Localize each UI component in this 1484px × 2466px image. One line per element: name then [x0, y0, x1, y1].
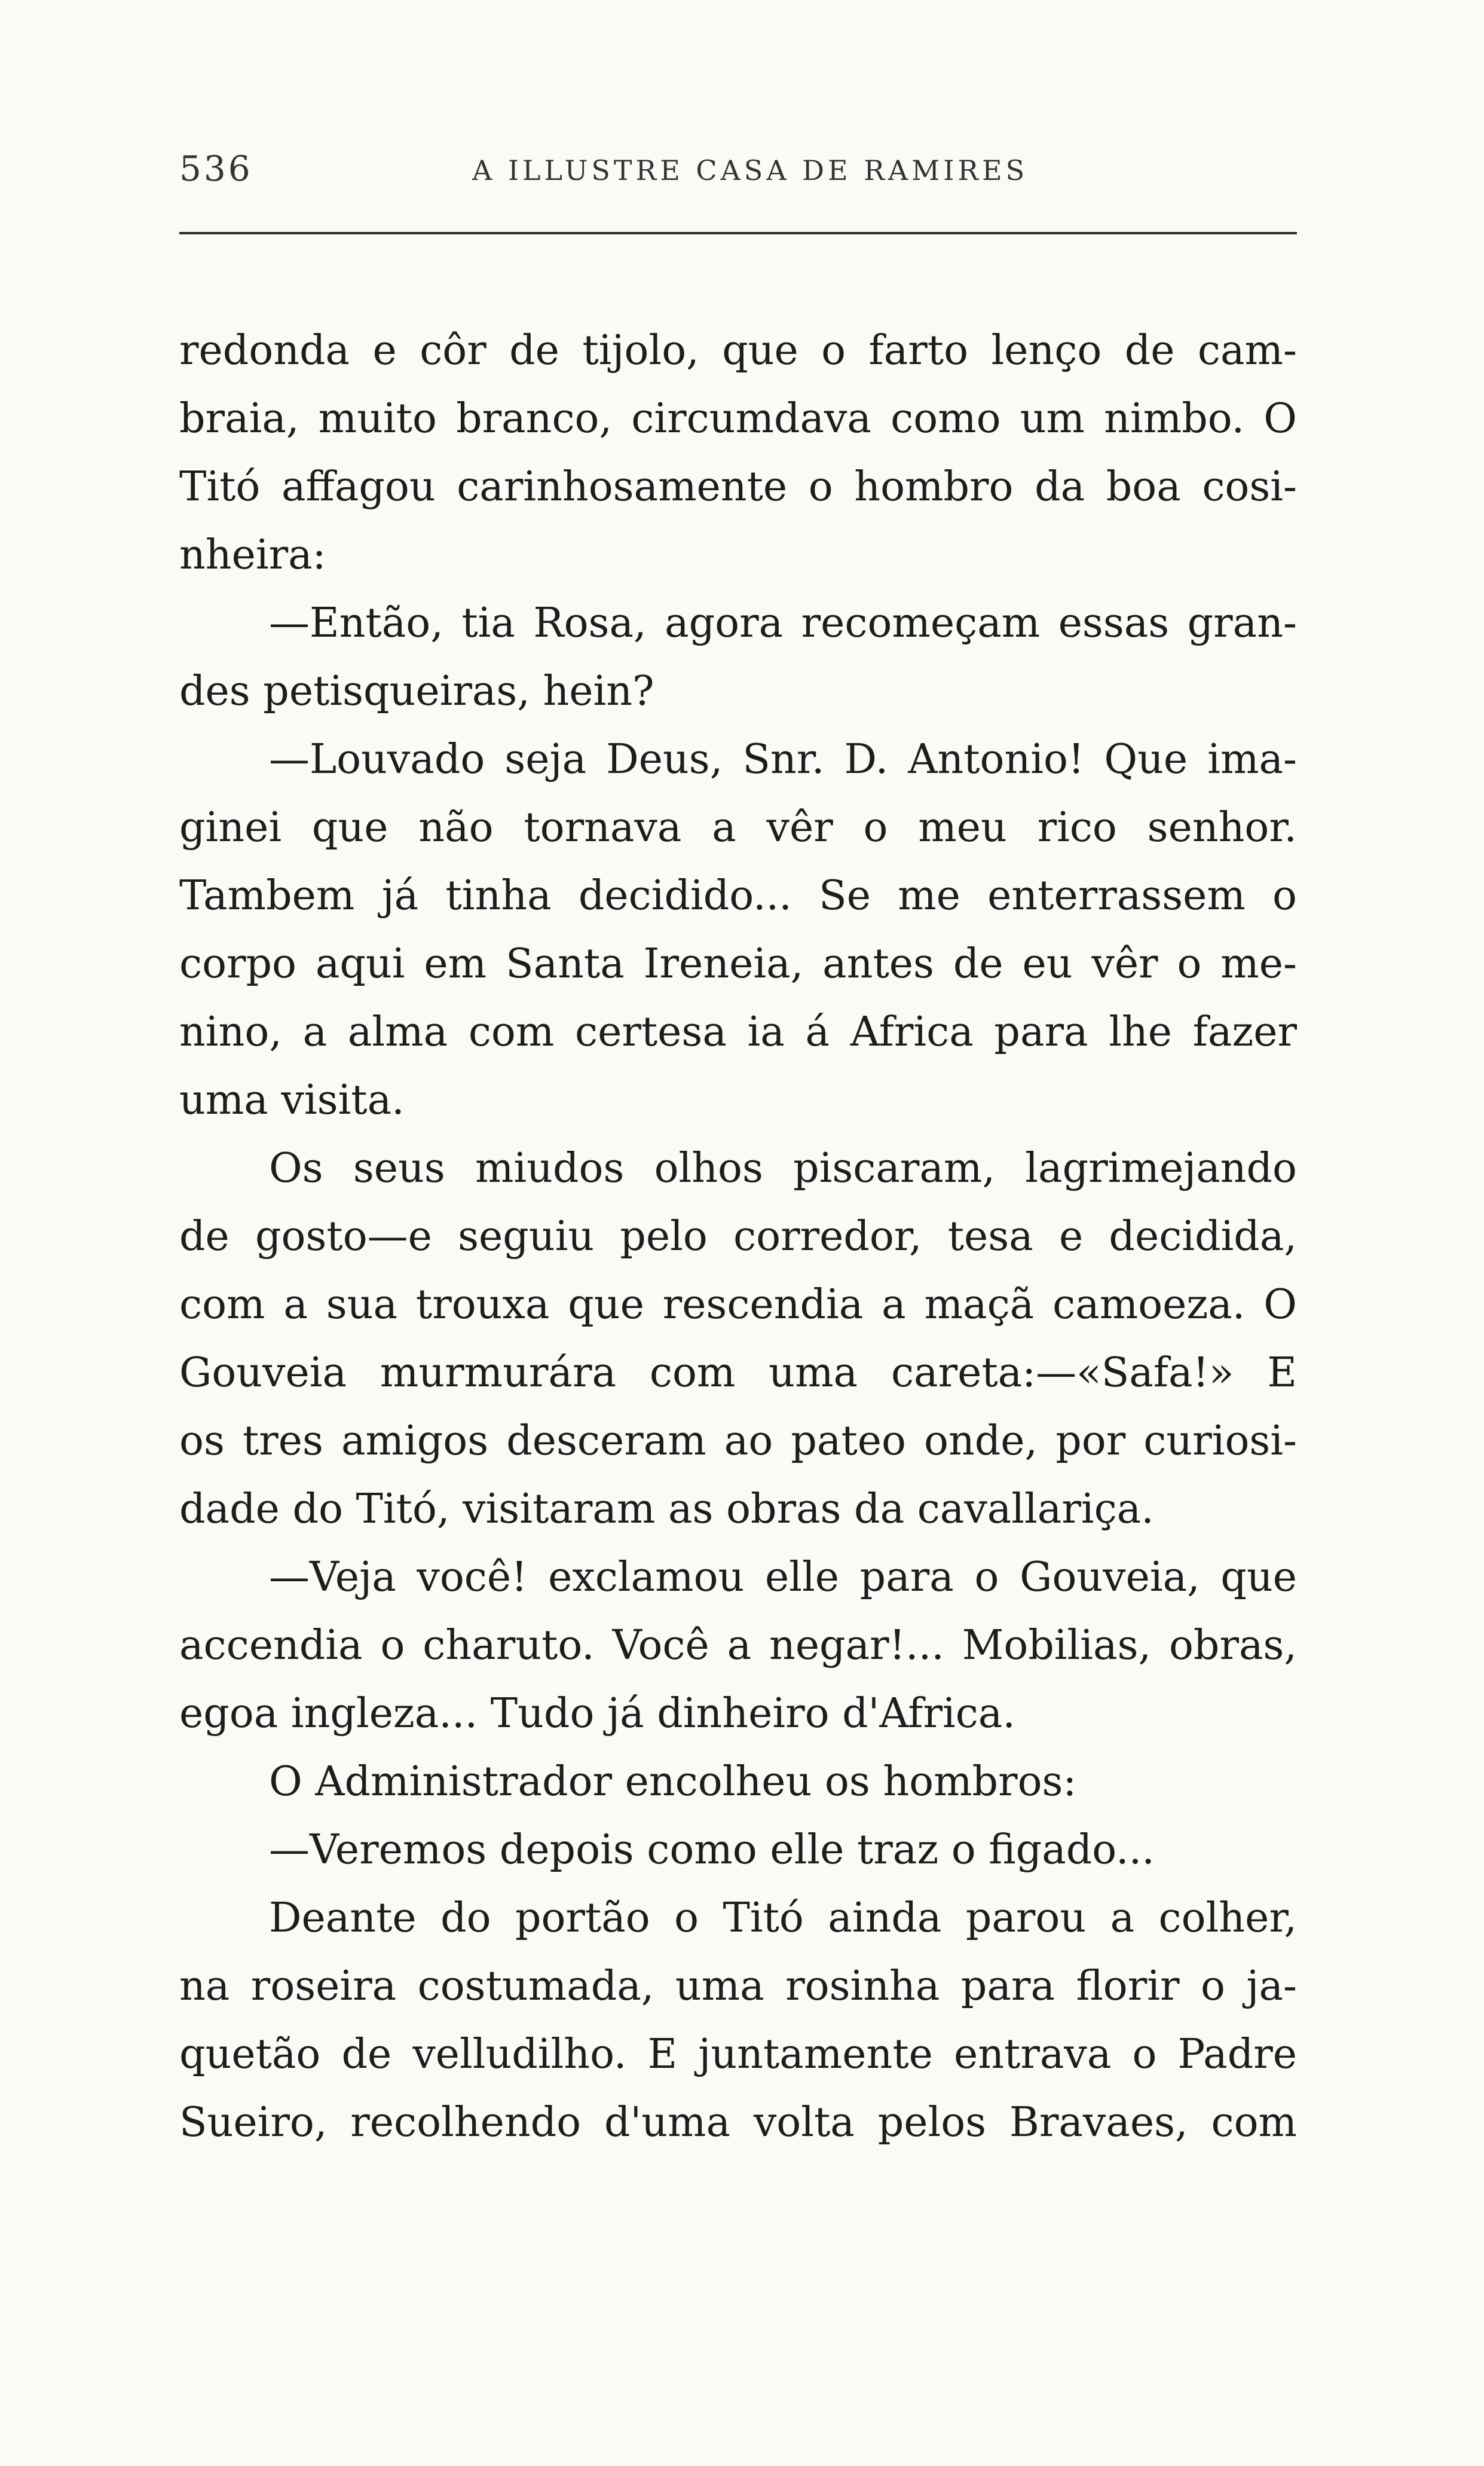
text-line: de gosto—e seguiu pelo corredor, tesa e decidida,	[179, 1213, 1297, 1260]
text-line: com a sua trouxa que rescendia a maçã camoeza. O	[179, 1281, 1297, 1328]
text-line: —Louvado seja Deus, Snr. D. Antonio! Que ima-	[269, 736, 1297, 783]
text-line: Sueiro, recolhendo d'uma volta pelos Bravaes, com	[179, 2099, 1297, 2146]
text-line: nino, a alma com certesa ia á Africa para lhe fazer	[179, 1009, 1297, 1056]
text-line: braia, muito branco, circumdava como um nimbo. O	[179, 395, 1297, 442]
text-line: uma visita.	[179, 1077, 405, 1124]
text-line: Deante do portão o Titó ainda parou a colher,	[269, 1894, 1297, 1942]
text-line: nheira:	[179, 531, 326, 579]
text-line: corpo aqui em Santa Ireneia, antes de eu vêr o me-	[179, 940, 1297, 988]
page-number: 536	[179, 148, 253, 189]
text-line: redonda e côr de tijolo, que o farto lenço de cam-	[179, 327, 1297, 374]
text-line: Titó affagou carinhosamente o hombro da boa cosi-	[179, 463, 1297, 511]
text-line: ginei que não tornava a vêr o meu rico senhor.	[179, 804, 1297, 851]
text-line: —Veremos depois como elle traz o figado...	[269, 1826, 1155, 1874]
text-line: egoa ingleza... Tudo já dinheiro d'Africa.	[179, 1690, 1015, 1737]
text-line: dade do Titó, visitaram as obras da cavallariça.	[179, 1486, 1154, 1533]
body-text	[179, 317, 1297, 2157]
text-line: Os seus miudos olhos piscaram, lagrimejando	[269, 1145, 1297, 1192]
text-line: O Administrador encolheu os hombros:	[269, 1758, 1077, 1805]
text-line: —Veja você! exclamou elle para o Gouveia, que	[269, 1554, 1297, 1601]
header-rule	[179, 232, 1297, 234]
text-line: os tres amigos desceram ao pateo onde, por curiosi-	[179, 1417, 1297, 1465]
text-line: na roseira costumada, uma rosinha para florir o ja-	[179, 1963, 1297, 2010]
running-title: A ILLUSTRE CASA DE RAMIRES	[472, 154, 1029, 187]
text-line: Gouveia murmurára com uma careta:—«Safa!» E	[179, 1349, 1297, 1397]
text-line: des petisqueiras, hein?	[179, 668, 654, 715]
text-line: Tambem já tinha decidido... Se me enterrassem o	[179, 872, 1297, 919]
text-line: —Então, tia Rosa, agora recomeçam essas gran-	[269, 600, 1297, 647]
text-line: quetão de velludilho. E juntamente entrava o Padre	[179, 2031, 1297, 2078]
text-line: accendia o charuto. Você a negar!... Mobilias, obras,	[179, 1622, 1297, 1669]
page-header	[179, 148, 1297, 202]
